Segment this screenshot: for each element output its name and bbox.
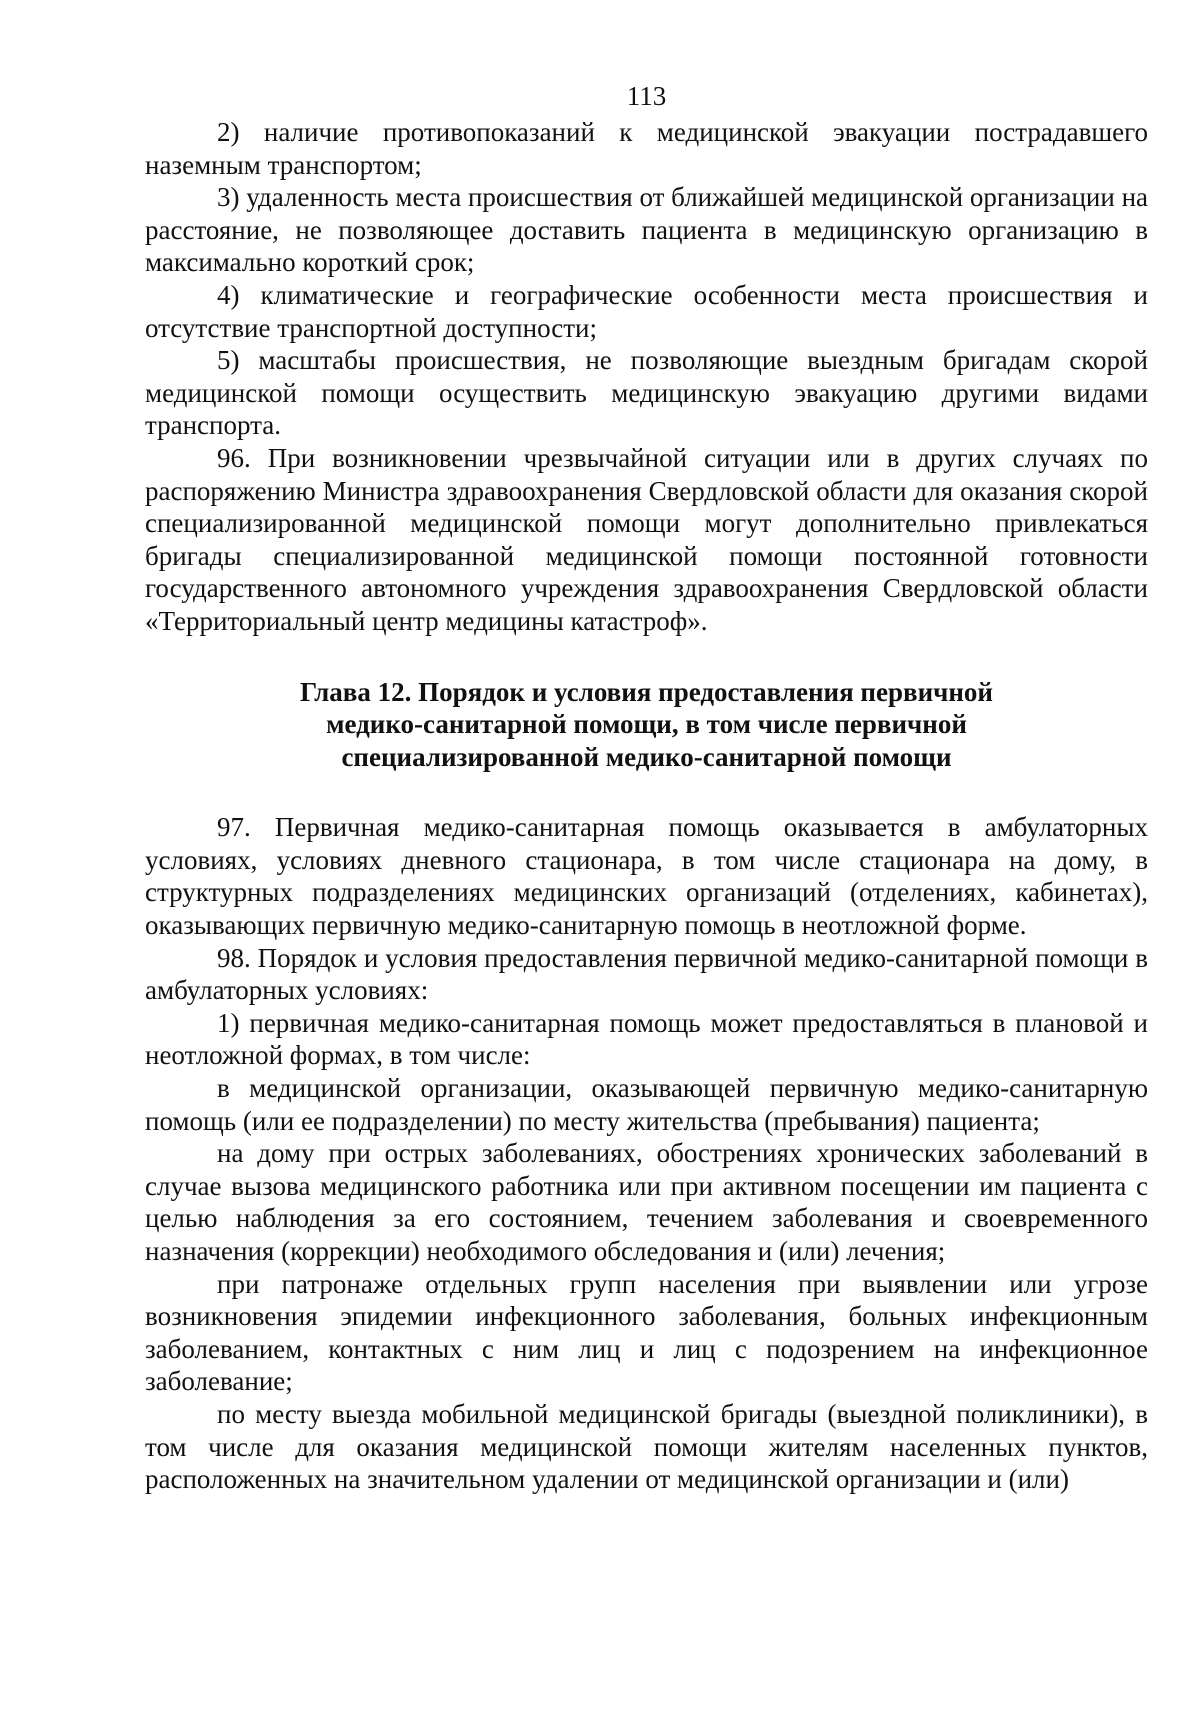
paragraph-96: 96. При возникновении чрезвычайной ситуации или в других случаях по распоряжению Министра здравоохранения Свердловской области для оказания скорой специализированной медицинской помощи могут дополнительно привлекаться бригады специализированной медицинской помощи постоянной готовности государственного автономного учреждения здравоохранения Свердловской области «Территориальный центр медицины катастроф». <box>145 442 1148 636</box>
chapter-heading <box>145 676 1148 774</box>
paragraph-place-mobile-brigade: по месту выезда мобильной медицинской бригады (выездной поликлиники), в том числе для оказания медицинской помощи жителям населенных пунктов, расположенных на значительном удалении от медицинской организации и (или) <box>145 1398 1148 1495</box>
paragraph-place-home: на дому при острых заболеваниях, обострениях хронических заболеваний в случае вызова медицинского работника или при активном посещении им пациента с целью наблюдения за его состоянием, течением заболевания и своевременного назначения (коррекции) необходимого обследования и (или) лечения; <box>145 1138 1148 1266</box>
paragraph-item-2: 2) наличие противопоказаний к медицинской эвакуации пострадавшего наземным транспортом; <box>145 117 1148 180</box>
paragraph-item-5: 5) масштабы происшествия, не позволяющие выездным бригадам скорой медицинской помощи осуществить медицинскую эвакуацию другими видами транспорта. <box>145 345 1148 441</box>
paragraph-98: 98. Порядок и условия предоставления первичной медико-санитарной помощи в амбулаторных условиях: <box>145 942 1148 1006</box>
paragraph-item-4: 4) климатические и географические особенности места происшествия и отсутствие транспортной доступности; <box>145 279 1148 343</box>
paragraph-97: 97. Первичная медико-санитарная помощь оказывается в амбулаторных условиях, условиях дневного стационара, в том числе стационара на дому, в структурных подразделениях медицинских организаций (отделениях, кабинетах), оказывающих первичную медико-санитарную помощь в неотложной форме. <box>145 812 1148 941</box>
chapter-heading-line-2: медико-санитарной помощи, в том числе первичной <box>326 709 967 740</box>
chapter-heading-line-3: специализированной медико-санитарной помощи <box>341 741 952 772</box>
chapter-heading-line-1: Глава 12. Порядок и условия предоставления первичной <box>300 676 993 707</box>
page-number: 113 <box>626 81 667 111</box>
paragraph-item-3: 3) удаленность места происшествия от ближайшей медицинской организации на расстояние, не позволяющее доставить пациента в медицинскую организацию в максимально короткий срок; <box>145 182 1148 278</box>
paragraph-place-organization: в медицинской организации, оказывающей первичную медико-санитарную помощь (или ее подразделении) по месту жительства (пребывания) пациента; <box>145 1073 1148 1136</box>
paragraph-place-patronage: при патронаже отдельных групп населения при выявлении или угрозе возникновения эпидемии инфекционного заболевания, больных инфекционным заболеванием, контактных с ним лиц и лиц с подозрением на инфекционное заболевание; <box>145 1268 1148 1397</box>
paragraph-98-item-1: 1) первичная медико-санитарная помощь может предоставляться в плановой и неотложной формах, в том числе: <box>145 1007 1148 1071</box>
document-page <box>145 80 1148 1496</box>
